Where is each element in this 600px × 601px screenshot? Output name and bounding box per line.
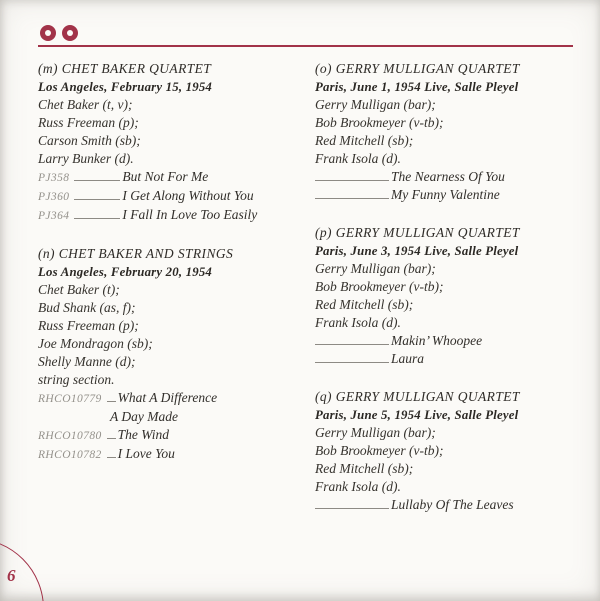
track-row — [38, 206, 306, 225]
track-row — [38, 445, 306, 464]
track-title: Makin’ Whoopee — [391, 333, 483, 348]
right-column — [315, 60, 593, 534]
personnel-line: Carson Smith (sb); — [38, 133, 141, 148]
track-underline — [74, 196, 120, 200]
personnel-line: Red Mitchell (sb); — [315, 297, 414, 312]
track-underline — [107, 398, 116, 402]
track-row — [38, 187, 306, 206]
session-n — [38, 245, 306, 464]
track-underline — [315, 195, 389, 199]
personnel-line: Larry Bunker (d). — [38, 151, 134, 166]
personnel-line: Frank Isola (d). — [315, 315, 401, 330]
session-date: Los Angeles, February 15, 1954 — [38, 80, 213, 94]
personnel-line: string section. — [38, 372, 115, 387]
personnel-line: Bob Brookmeyer (v-tb); — [315, 279, 444, 294]
personnel-line: Red Mitchell (sb); — [315, 133, 414, 148]
page-number: 6 — [7, 566, 16, 585]
track-underline — [315, 177, 389, 181]
bullet-hole — [67, 30, 73, 36]
personnel-line: Russ Freeman (p); — [38, 318, 139, 333]
catalog-number: RHCO10780 — [38, 430, 102, 442]
track-row — [315, 186, 593, 204]
track-row — [315, 332, 593, 350]
session-o — [315, 60, 593, 204]
track-title: The Nearness Of You — [391, 169, 505, 184]
personnel-line: Russ Freeman (p); — [38, 115, 139, 130]
session-heading: (m) CHET BAKER QUARTET — [38, 61, 212, 76]
personnel-line: Gerry Mulligan (bar); — [315, 97, 436, 112]
track-title: Laura — [391, 351, 425, 366]
track-title: My Funny Valentine — [391, 187, 500, 202]
track-underline — [74, 177, 120, 181]
left-column — [38, 60, 306, 484]
track-underline — [74, 215, 120, 219]
track-row — [315, 350, 593, 368]
session-date: Paris, June 1, 1954 Live, Salle Pleyel — [315, 80, 519, 94]
personnel-line: Red Mitchell (sb); — [315, 461, 414, 476]
track-underline — [107, 435, 116, 439]
catalog-number: RHCO10782 — [38, 449, 102, 461]
track-title: The Wind — [117, 427, 170, 442]
personnel-line: Bud Shank (as, f); — [38, 300, 136, 315]
bullet-hole — [45, 30, 51, 36]
personnel-line: Frank Isola (d). — [315, 479, 401, 494]
catalog-number: PJ358 — [38, 172, 70, 184]
session-m — [38, 60, 306, 225]
track-row — [38, 389, 306, 408]
session-heading: (n) CHET BAKER AND STRINGS — [38, 246, 234, 261]
track-underline — [315, 341, 389, 345]
bullet-icon — [40, 25, 56, 41]
bullet-icon — [62, 25, 78, 41]
track-title: I Get Along Without You — [122, 188, 254, 203]
track-title: What A Difference — [117, 390, 218, 405]
catalog-number: RHCO10779 — [38, 393, 102, 405]
personnel-line: Chet Baker (t); — [38, 282, 120, 297]
session-heading: (o) GERRY MULLIGAN QUARTET — [315, 61, 520, 76]
catalog-number: PJ364 — [38, 210, 70, 222]
session-heading: (p) GERRY MULLIGAN QUARTET — [315, 225, 520, 240]
track-row — [38, 426, 306, 445]
catalog-number: PJ360 — [38, 191, 70, 203]
header-rule — [38, 45, 573, 47]
personnel-line: Frank Isola (d). — [315, 151, 401, 166]
personnel-line: Gerry Mulligan (bar); — [315, 425, 436, 440]
track-title: I Fall In Love Too Easily — [122, 207, 258, 222]
track-row — [315, 168, 593, 186]
personnel-line: Chet Baker (t, v); — [38, 97, 133, 112]
session-p — [315, 224, 593, 368]
session-heading: (q) GERRY MULLIGAN QUARTET — [315, 389, 520, 404]
session-date: Los Angeles, February 20, 1954 — [38, 265, 213, 279]
track-title: But Not For Me — [122, 169, 209, 184]
session-q — [315, 388, 593, 514]
session-date: Paris, June 3, 1954 Live, Salle Pleyel — [315, 244, 519, 258]
session-date: Paris, June 5, 1954 Live, Salle Pleyel — [315, 408, 519, 422]
track-row — [315, 496, 593, 514]
personnel-line: Gerry Mulligan (bar); — [315, 261, 436, 276]
personnel-line: Shelly Manne (d); — [38, 354, 136, 369]
track-row — [38, 168, 306, 187]
track-title: I Love You — [117, 446, 175, 461]
track-underline — [107, 454, 116, 458]
track-underline — [315, 359, 389, 363]
personnel-line: Joe Mondragon (sb); — [38, 336, 153, 351]
personnel-line: Bob Brookmeyer (v-tb); — [315, 443, 444, 458]
personnel-line: Bob Brookmeyer (v-tb); — [315, 115, 444, 130]
track-underline — [315, 505, 389, 509]
track-title-wrap: A Day Made — [110, 409, 178, 424]
track-title: Lullaby Of The Leaves — [391, 497, 514, 512]
